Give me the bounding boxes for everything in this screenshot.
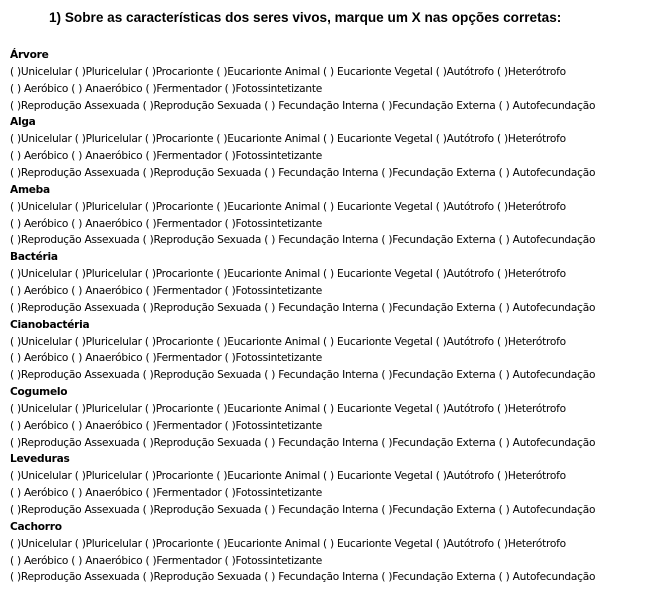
- organism-section-cogumelo: [10, 384, 666, 451]
- cell-type-options: ( )Unicelular ( )Pluricelular ( )Procarionte ( )Eucarionte Animal ( ) Eucarionte Vegetal ( )Autótrofo ( )Heterótrofo: [10, 537, 566, 550]
- reproduction-options: ( )Reprodução Assexuada ( )Reprodução Sexuada ( ) Fecundação Interna ( )Fecundação Externa ( ) Autofecundação: [10, 99, 596, 112]
- organism-section-cachorro: [10, 519, 666, 586]
- organism-name: Leveduras: [10, 453, 70, 466]
- question-title: 1) Sobre as características dos seres vivos, marque um X nas opções corretas:: [49, 10, 562, 25]
- metabolism-options: ( ) Aeróbico ( ) Anaeróbico ( )Fermentador ( )Fotossintetizante: [10, 352, 323, 365]
- organism-section-ameba: [10, 182, 666, 249]
- organism-section-alga: [10, 114, 666, 181]
- metabolism-options: ( ) Aeróbico ( ) Anaeróbico ( )Fermentador ( )Fotossintetizante: [10, 150, 323, 163]
- cell-type-options: ( )Unicelular ( )Pluricelular ( )Procarionte ( )Eucarionte Animal ( ) Eucarionte Vegetal ( )Autótrofo ( )Heterótrofo: [10, 268, 566, 281]
- reproduction-options: ( )Reprodução Assexuada ( )Reprodução Sexuada ( ) Fecundação Interna ( )Fecundação Externa ( ) Autofecundação: [10, 301, 596, 314]
- metabolism-options: ( ) Aeróbico ( ) Anaeróbico ( )Fermentador ( )Fotossintetizante: [10, 419, 323, 432]
- metabolism-options: ( ) Aeróbico ( ) Anaeróbico ( )Fermentador ( )Fotossintetizante: [10, 487, 323, 500]
- organism-name: Bactéria: [10, 251, 58, 264]
- cell-type-options: ( )Unicelular ( )Pluricelular ( )Procarionte ( )Eucarionte Animal ( ) Eucarionte Vegetal ( )Autótrofo ( )Heterótrofo: [10, 66, 566, 78]
- reproduction-options: ( )Reprodução Assexuada ( )Reprodução Sexuada ( ) Fecundação Interna ( )Fecundação Externa ( ) Autofecundação: [10, 436, 596, 449]
- metabolism-options: ( ) Aeróbico ( ) Anaeróbico ( )Fermentador ( )Fotossintetizante: [10, 554, 323, 567]
- organism-name: Árvore: [10, 49, 49, 61]
- organism-section-leveduras: [10, 451, 666, 518]
- reproduction-options: ( )Reprodução Assexuada ( )Reprodução Sexuada ( ) Fecundação Interna ( )Fecundação Externa ( ) Autofecundação: [10, 503, 596, 516]
- organism-section-cianobacteria: [10, 317, 666, 384]
- organism-name: Ameba: [10, 183, 50, 196]
- organism-name: Cianobactéria: [10, 318, 90, 331]
- reproduction-options: ( )Reprodução Assexuada ( )Reprodução Sexuada ( ) Fecundação Interna ( )Fecundação Externa ( ) Autofecundação: [10, 571, 596, 584]
- reproduction-options: ( )Reprodução Assexuada ( )Reprodução Sexuada ( ) Fecundação Interna ( )Fecundação Externa ( ) Autofecundação: [10, 166, 596, 179]
- organism-sections: [10, 47, 666, 586]
- organism-name: Cachorro: [10, 520, 62, 533]
- organism-section-bacteria: [10, 249, 666, 316]
- metabolism-options: ( ) Aeróbico ( ) Anaeróbico ( )Fermentador ( )Fotossintetizante: [10, 217, 323, 230]
- organism-name: Cogumelo: [10, 385, 68, 398]
- organism-name: Alga: [10, 116, 36, 129]
- cell-type-options: ( )Unicelular ( )Pluricelular ( )Procarionte ( )Eucarionte Animal ( ) Eucarionte Vegetal ( )Autótrofo ( )Heterótrofo: [10, 335, 566, 348]
- cell-type-options: ( )Unicelular ( )Pluricelular ( )Procarionte ( )Eucarionte Animal ( ) Eucarionte Vegetal ( )Autótrofo ( )Heterótrofo: [10, 200, 566, 213]
- metabolism-options: ( ) Aeróbico ( ) Anaeróbico ( )Fermentador ( )Fotossintetizante: [10, 284, 323, 297]
- metabolism-options: ( ) Aeróbico ( ) Anaeróbico ( )Fermentador ( )Fotossintetizante: [10, 82, 323, 95]
- reproduction-options: ( )Reprodução Assexuada ( )Reprodução Sexuada ( ) Fecundação Interna ( )Fecundação Externa ( ) Autofecundação: [10, 369, 596, 382]
- cell-type-options: ( )Unicelular ( )Pluricelular ( )Procarionte ( )Eucarionte Animal ( ) Eucarionte Vegetal ( )Autótrofo ( )Heterótrofo: [10, 470, 566, 483]
- reproduction-options: ( )Reprodução Assexuada ( )Reprodução Sexuada ( ) Fecundação Interna ( )Fecundação Externa ( ) Autofecundação: [10, 234, 596, 247]
- cell-type-options: ( )Unicelular ( )Pluricelular ( )Procarionte ( )Eucarionte Animal ( ) Eucarionte Vegetal ( )Autótrofo ( )Heterótrofo: [10, 402, 566, 415]
- cell-type-options: ( )Unicelular ( )Pluricelular ( )Procarionte ( )Eucarionte Animal ( ) Eucarionte Vegetal ( )Autótrofo ( )Heterótrofo: [10, 133, 566, 146]
- organism-section-arvore: [10, 47, 666, 114]
